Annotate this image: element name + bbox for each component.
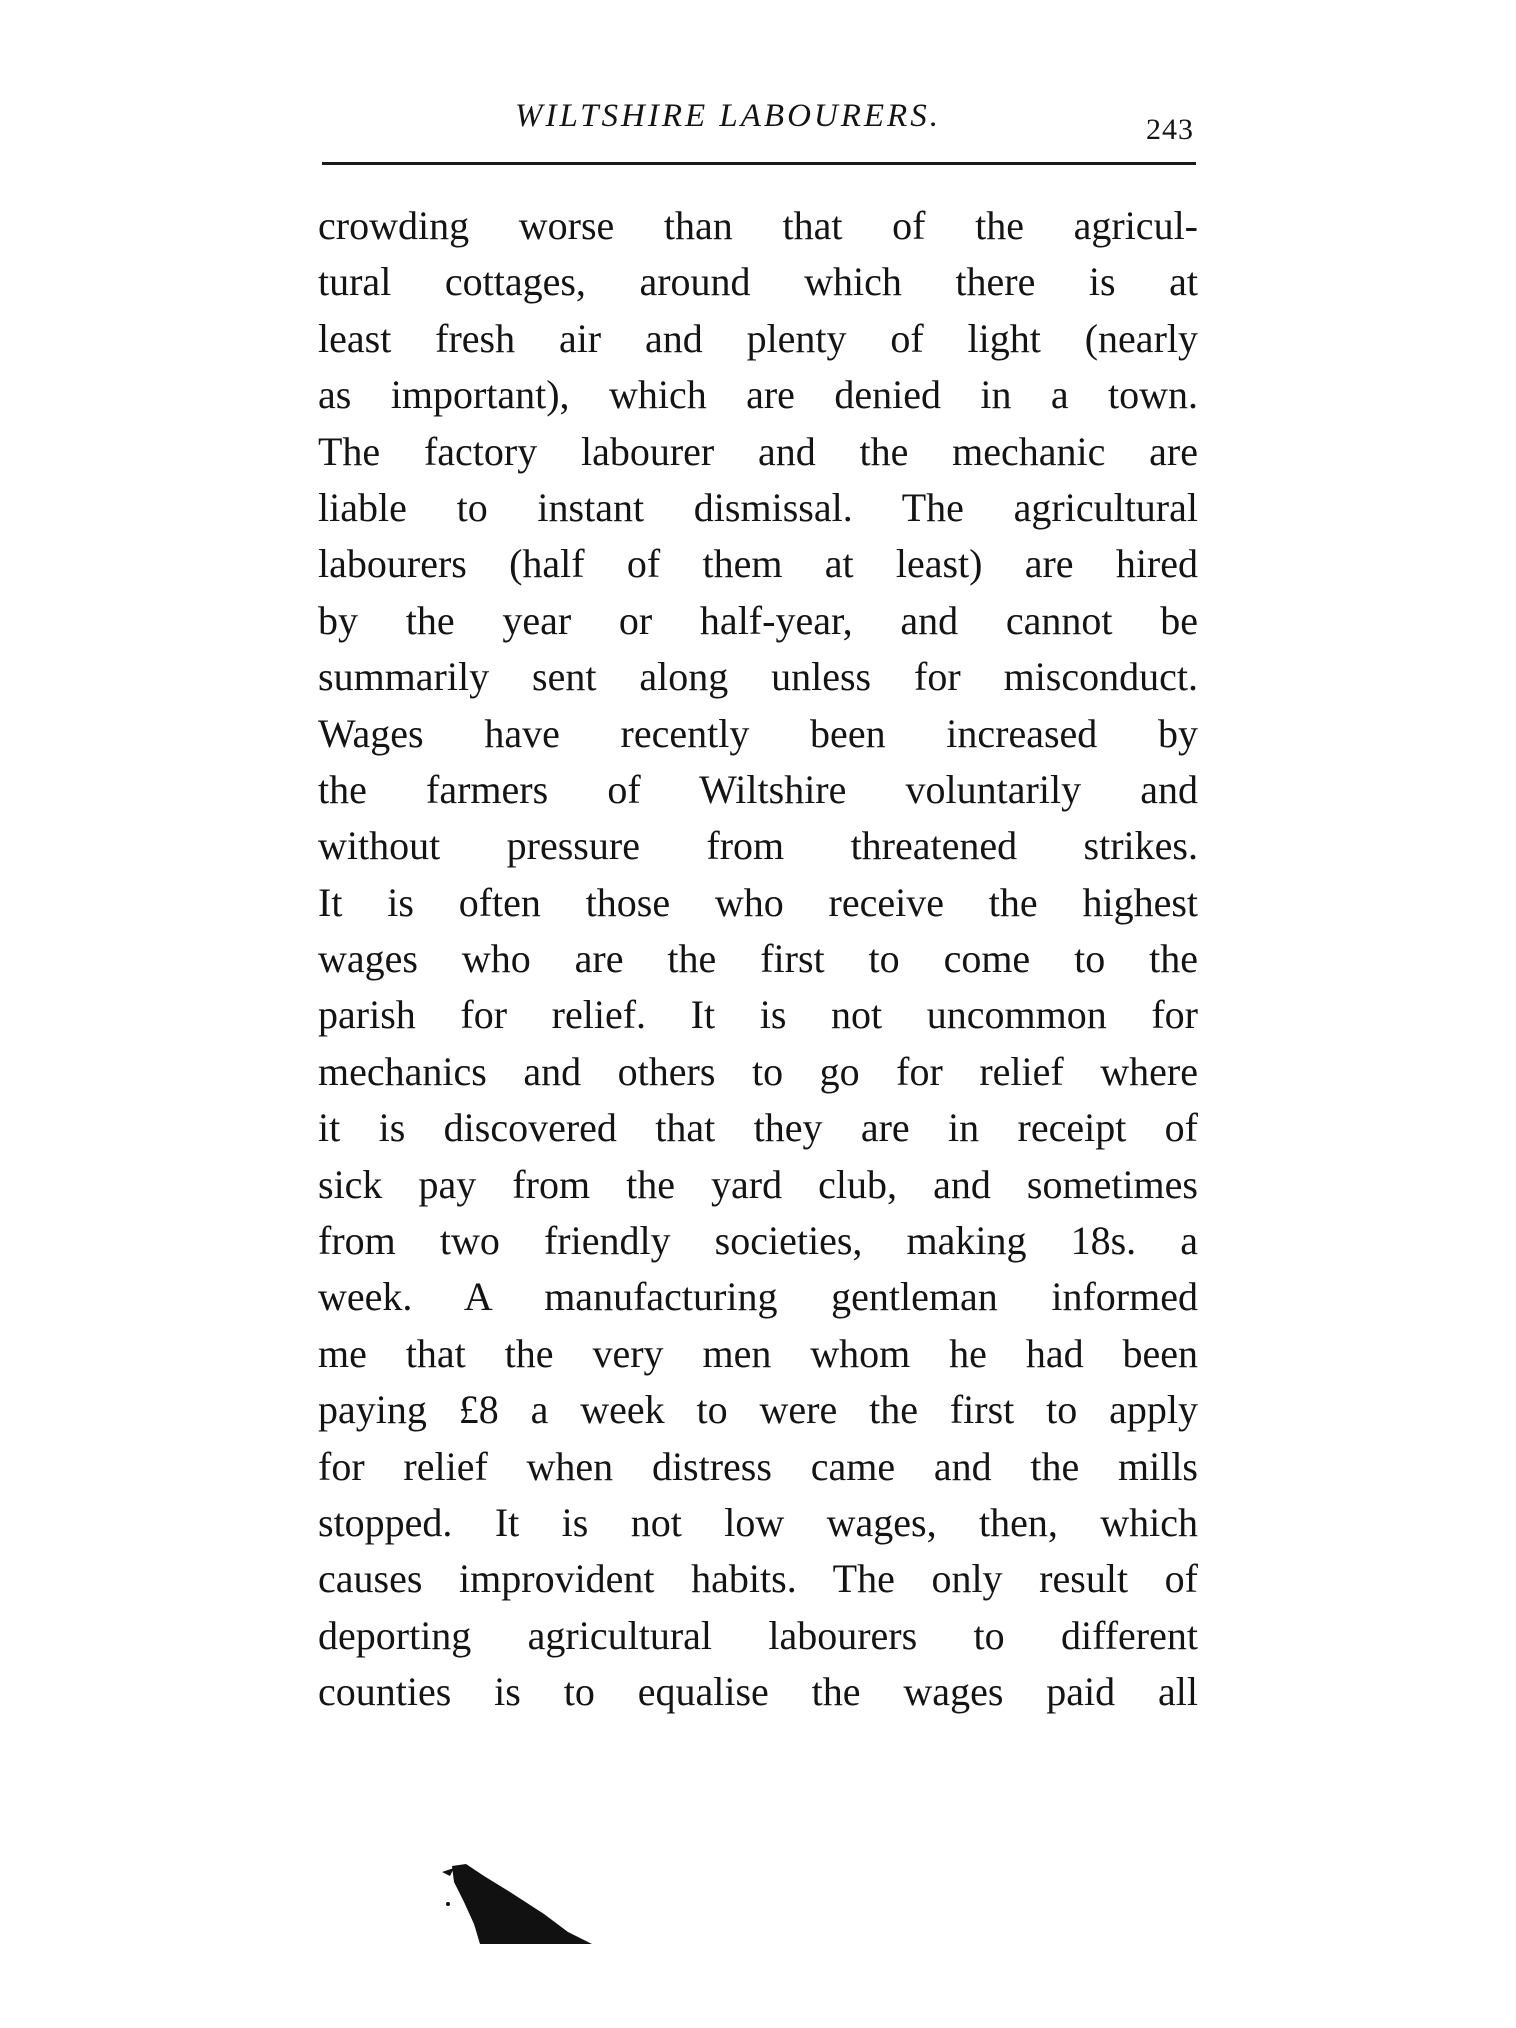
text-line: parish for relief. It is not uncommon for [318, 992, 1198, 1038]
text-line: deporting agricultural labourers to different [318, 1612, 1198, 1658]
text-line: stopped. It is not low wages, then, which [318, 1499, 1198, 1545]
text-line: without pressure from threatened strikes. [318, 823, 1198, 869]
text-line: the farmers of Wiltshire voluntarily and [318, 766, 1198, 812]
text-line: labourers (half of them at least) are hired [318, 541, 1198, 587]
text-line: by the year or half-year, and cannot be [318, 597, 1198, 643]
text-line: from two friendly societies, making 18s. a [318, 1218, 1198, 1264]
body-text [318, 198, 1198, 1721]
header-rule [322, 162, 1196, 165]
page-number: 243 [1146, 113, 1194, 146]
text-line: crowding worse than that of the agricul- [318, 203, 1198, 248]
text-line: counties is to equalise the wages paid all [318, 1669, 1198, 1715]
text-line: The factory labourer and the mechanic are [318, 428, 1198, 474]
text-line: Wages have recently been increased by [318, 710, 1198, 756]
printers-mark-icon [440, 1862, 600, 1946]
text-line: causes improvident habits. The only result of [318, 1556, 1198, 1602]
text-line: sick pay from the yard club, and sometimes [318, 1161, 1198, 1207]
text-line: mechanics and others to go for relief where [318, 1048, 1198, 1094]
text-line: wages who are the first to come to the [318, 936, 1198, 982]
running-title: WILTSHIRE LABOURERS. [515, 98, 941, 134]
text-line: It is often those who receive the highest [318, 879, 1198, 925]
text-line: liable to instant dismissal. The agricultural [318, 484, 1198, 530]
text-line: summarily sent along unless for misconduct. [318, 654, 1198, 700]
text-line: as important), which are denied in a town. [318, 372, 1198, 418]
text-line: tural cottages, around which there is at [318, 259, 1198, 305]
text-line: it is discovered that they are in receipt of [318, 1105, 1198, 1151]
text-line: least fresh air and plenty of light (nearly [318, 315, 1198, 361]
text-line: for relief when distress came and the mills [318, 1443, 1198, 1489]
text-line: me that the very men whom he had been [318, 1330, 1198, 1376]
text-line: week. A manufacturing gentleman informed [318, 1274, 1198, 1320]
text-line: paying £8 a week to were the first to apply [318, 1387, 1198, 1433]
